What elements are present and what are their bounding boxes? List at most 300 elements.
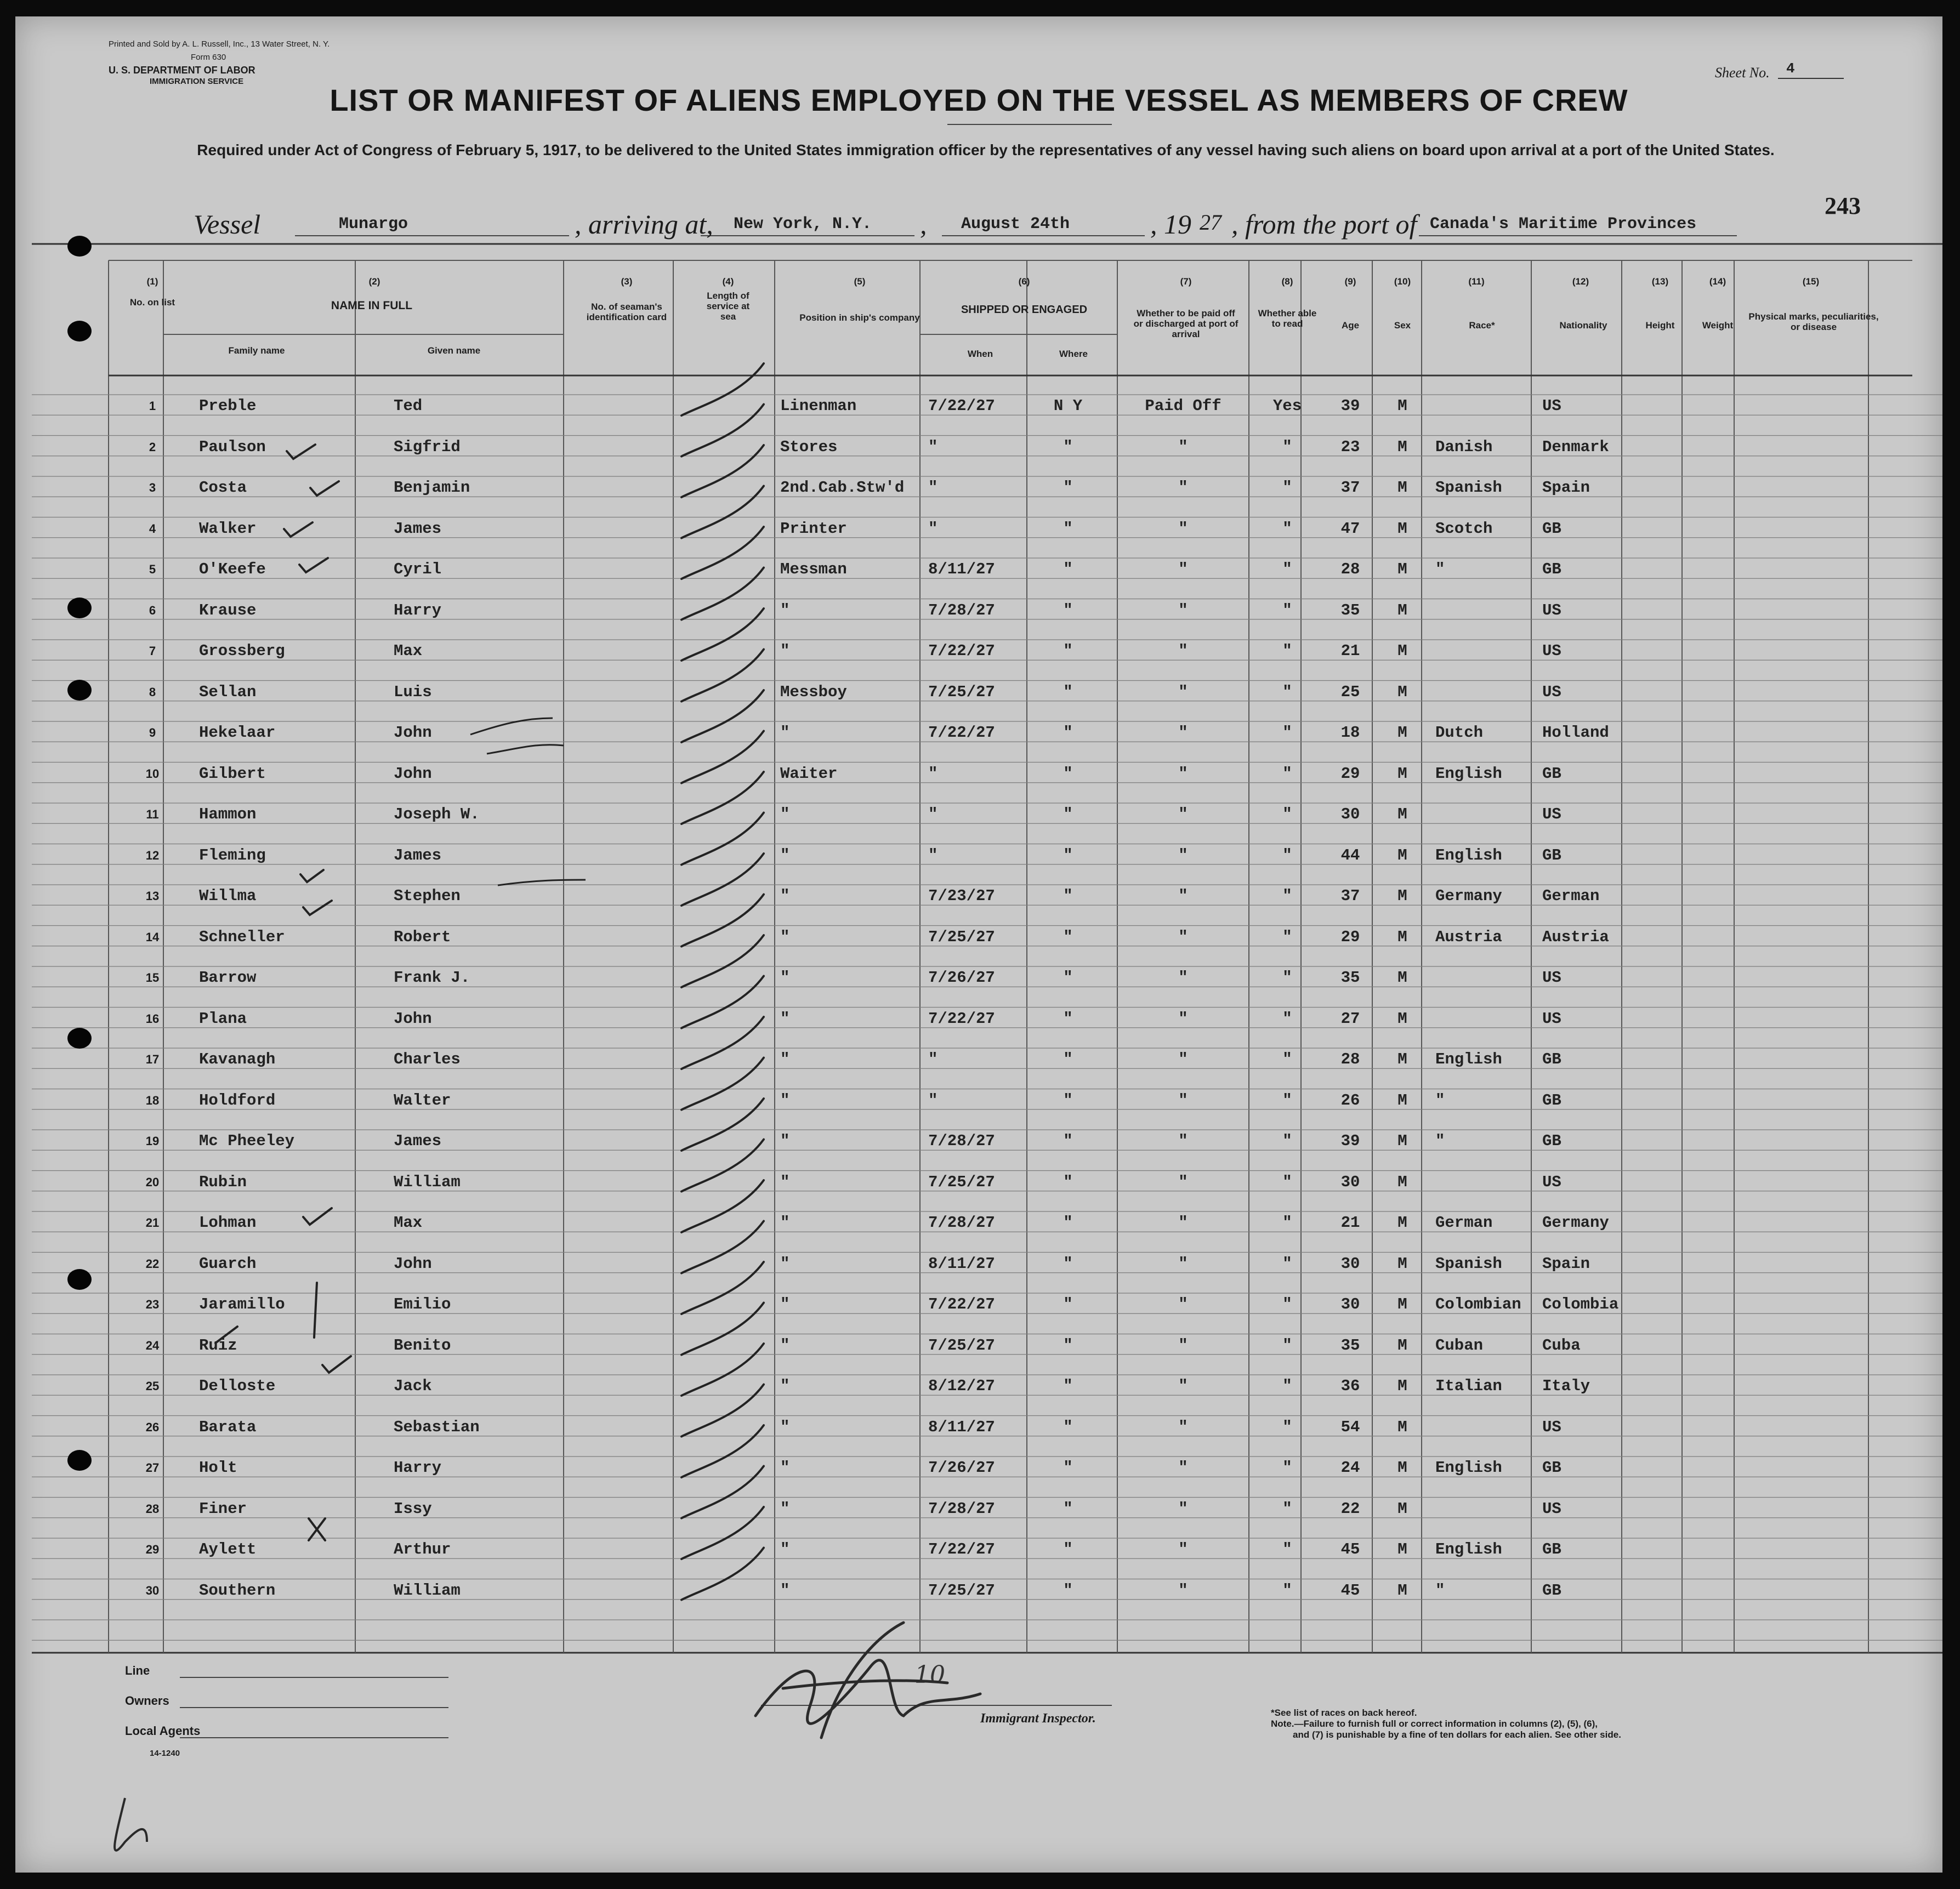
nationality: GB [1542, 1091, 1561, 1109]
service-check-stroke [681, 731, 764, 783]
shipped-when: 7/26/27 [928, 969, 995, 987]
row-number: 28 [145, 1501, 160, 1516]
row-number: 18 [145, 1093, 160, 1107]
given-name: Emilio [394, 1295, 451, 1313]
race: Danish [1435, 437, 1493, 456]
col-physical-marks: Physical marks, peculiarities, or disease [1748, 311, 1879, 332]
given-name: Sigfrid [394, 437, 461, 456]
shipped-where: " [1063, 1581, 1073, 1600]
service-check-stroke [681, 1303, 764, 1355]
family-name: Paulson [199, 437, 266, 456]
position: " [780, 1377, 790, 1395]
race: Austria [1435, 928, 1502, 946]
col-nationality: Nationality [1559, 320, 1607, 331]
sex: M [1397, 928, 1407, 946]
race: English [1435, 1050, 1502, 1068]
position: " [780, 1581, 790, 1600]
sex: M [1397, 1499, 1407, 1518]
sex: M [1397, 642, 1407, 660]
shipped-where: " [1063, 764, 1073, 783]
able-to-read: " [1282, 1459, 1292, 1477]
able-to-read: " [1282, 682, 1292, 701]
printer-note: Printed and Sold by A. L. Russell, Inc., 13 Water Street, N. Y. [109, 39, 330, 49]
paid-off: " [1178, 969, 1188, 987]
sex: M [1397, 1540, 1407, 1558]
given-name: John [394, 1254, 432, 1273]
shipped-when: 7/22/27 [928, 724, 995, 742]
shipped-when: " [928, 1091, 938, 1109]
nationality: US [1542, 1173, 1561, 1191]
nationality: US [1542, 1009, 1561, 1028]
shipped-when: " [928, 764, 938, 783]
family-name: Krause [199, 601, 257, 619]
given-name: Harry [394, 601, 442, 619]
sex: M [1397, 601, 1407, 619]
family-name: Gilbert [199, 764, 266, 783]
shipped-where: " [1063, 1009, 1073, 1028]
from-label: , from the port of [1231, 209, 1417, 240]
paid-off: " [1178, 437, 1188, 456]
service-check-stroke [681, 650, 764, 702]
shipped-when: 7/22/27 [928, 1540, 995, 1558]
shipped-where: " [1063, 1050, 1073, 1068]
sex: M [1397, 805, 1407, 823]
sex: M [1397, 437, 1407, 456]
race: English [1435, 1540, 1502, 1558]
paid-off: " [1178, 1295, 1188, 1313]
nationality: GB [1542, 1540, 1561, 1558]
shipped-when: 7/25/27 [928, 1173, 995, 1191]
shipped-where: " [1063, 1132, 1073, 1150]
race: Cuban [1435, 1336, 1484, 1355]
department-name: U. S. DEPARTMENT OF LABOR [109, 65, 255, 76]
family-name: Hekelaar [199, 724, 276, 742]
shipped-where: " [1063, 1540, 1073, 1558]
row-number: 10 [145, 766, 160, 781]
family-name: Rubin [199, 1173, 247, 1191]
position: Waiter [780, 764, 838, 783]
nationality: GB [1542, 560, 1561, 578]
paid-off: " [1178, 1173, 1188, 1191]
sex: M [1397, 887, 1407, 905]
sex: M [1397, 1214, 1407, 1232]
given-name: Arthur [394, 1540, 451, 1558]
col-position: Position in ship's company [799, 312, 920, 323]
age: 35 [1340, 601, 1360, 619]
service-check-stroke [681, 772, 764, 824]
nationality: US [1542, 1499, 1561, 1518]
shipped-where: " [1063, 1295, 1073, 1313]
age: 45 [1340, 1540, 1360, 1558]
col-age: Age [1341, 320, 1360, 331]
able-to-read: " [1282, 1091, 1292, 1109]
position: " [780, 1254, 790, 1273]
given-name: Joseph W. [394, 805, 480, 823]
sex: M [1397, 764, 1407, 783]
family-name: Plana [199, 1009, 247, 1028]
given-name: Issy [394, 1499, 432, 1518]
family-name: Holdford [199, 1091, 276, 1109]
col15-number: (15) [1802, 276, 1820, 287]
family-name: Holt [199, 1459, 237, 1477]
age: 45 [1340, 1581, 1360, 1600]
paid-off: " [1178, 1214, 1188, 1232]
sex: M [1397, 846, 1407, 864]
given-name: Stephen [394, 887, 461, 905]
age: 30 [1340, 1295, 1360, 1313]
able-to-read: " [1282, 846, 1292, 864]
shipped-where: " [1063, 1418, 1073, 1436]
shipped-when: 7/25/27 [928, 1336, 995, 1355]
able-to-read: " [1282, 1214, 1292, 1232]
race: Scotch [1435, 519, 1493, 538]
nationality: Colombia [1542, 1295, 1619, 1313]
shipped-where: " [1063, 601, 1073, 619]
col3-number: (3) [621, 276, 633, 287]
paid-off: " [1178, 1377, 1188, 1395]
paid-off: " [1178, 1540, 1188, 1558]
shipped-when: " [928, 846, 938, 864]
inspector-label: Immigrant Inspector. [980, 1711, 1096, 1726]
row-number: 16 [145, 1011, 160, 1026]
service-check-stroke [681, 895, 764, 947]
col4-number: (4) [722, 276, 734, 287]
shipped-where: " [1063, 1173, 1073, 1191]
position: " [780, 1499, 790, 1518]
able-to-read: " [1282, 805, 1292, 823]
service-check-stroke [681, 1262, 764, 1314]
footer-line-label: Line [125, 1664, 150, 1677]
col14-number: (14) [1709, 276, 1726, 287]
given-name: Max [394, 1214, 423, 1232]
family-name: Sellan [199, 682, 257, 701]
arrival-date: August 24th [961, 215, 1070, 234]
nationality: Italy [1542, 1377, 1590, 1395]
paid-off: " [1178, 1050, 1188, 1068]
row-number: 26 [145, 1420, 160, 1434]
age: 21 [1340, 1214, 1360, 1232]
age: 18 [1340, 724, 1360, 742]
able-to-read: " [1282, 724, 1292, 742]
shipped-when: " [928, 519, 938, 538]
footer-agents-label: Local Agents [125, 1724, 201, 1738]
col13-number: (13) [1651, 276, 1669, 287]
sex: M [1397, 1050, 1407, 1068]
sheet-label: Sheet No. [1715, 65, 1770, 81]
paid-off: " [1178, 846, 1188, 864]
nationality: Cuba [1542, 1336, 1581, 1355]
shipped-where: " [1063, 437, 1073, 456]
age: 22 [1340, 1499, 1360, 1518]
nationality: GB [1542, 764, 1561, 783]
shipped-where: " [1063, 560, 1073, 578]
position: " [780, 1336, 790, 1355]
nationality: Spain [1542, 479, 1590, 497]
shipped-when: 7/25/27 [928, 682, 995, 701]
position: " [780, 928, 790, 946]
shipped-where: " [1063, 1091, 1073, 1109]
shipped-when: 8/11/27 [928, 1418, 995, 1436]
shipped-when: 7/22/27 [928, 1295, 995, 1313]
position: Messboy [780, 682, 847, 701]
family-name: Aylett [199, 1540, 257, 1558]
row-number: 9 [149, 726, 156, 739]
service-check-stroke [681, 976, 764, 1028]
position: Linenman [780, 397, 857, 415]
family-name: Southern [199, 1581, 276, 1600]
col-no-on-list: No. on list [129, 297, 175, 308]
paid-off: " [1178, 1459, 1188, 1477]
given-name: James [394, 519, 442, 538]
paid-off: " [1178, 887, 1188, 905]
paid-off: " [1178, 682, 1188, 701]
race: Italian [1435, 1377, 1502, 1395]
shipped-when: 7/22/27 [928, 1009, 995, 1028]
row-number: 12 [145, 848, 160, 862]
position: " [780, 887, 790, 905]
family-name: Fleming [199, 846, 266, 864]
binder-hole [67, 1028, 92, 1049]
col12-number: (12) [1572, 276, 1589, 287]
position: " [780, 1295, 790, 1313]
service-check-stroke [681, 486, 764, 538]
shipped-when: " [928, 479, 938, 497]
col-when: When [967, 349, 993, 359]
sex: M [1397, 1336, 1407, 1355]
row-number: 6 [149, 603, 156, 617]
able-to-read: " [1282, 1173, 1292, 1191]
shipped-where: " [1063, 1254, 1073, 1273]
sex: M [1397, 1581, 1407, 1600]
family-name: Willma [199, 887, 257, 905]
col-family-name: Family name [228, 345, 285, 356]
age: 39 [1340, 1132, 1360, 1150]
able-to-read: " [1282, 437, 1292, 456]
shipped-when: 7/25/27 [928, 928, 995, 946]
sex: M [1397, 1091, 1407, 1109]
family-name: Guarch [199, 1254, 257, 1273]
position: " [780, 724, 790, 742]
paid-off: " [1178, 764, 1188, 783]
row-number: 19 [145, 1134, 160, 1148]
shipped-when: 7/26/27 [928, 1459, 995, 1477]
row-number: 22 [145, 1256, 160, 1271]
age: 37 [1340, 479, 1360, 497]
sex: M [1397, 969, 1407, 987]
nationality: Holland [1542, 724, 1609, 742]
position: " [780, 1009, 790, 1028]
given-name: John [394, 1009, 432, 1028]
paid-off: " [1178, 1418, 1188, 1436]
able-to-read: " [1282, 1295, 1292, 1313]
row-number: 25 [145, 1379, 160, 1393]
service-check-stroke [681, 363, 764, 416]
paid-off: Paid Off [1145, 397, 1222, 415]
service-check-stroke [681, 1099, 764, 1151]
shipped-where: " [1063, 519, 1073, 538]
given-name: Charles [394, 1050, 461, 1068]
shipped-when: " [928, 437, 938, 456]
nationality: GB [1542, 846, 1561, 864]
race: Dutch [1435, 724, 1484, 742]
given-name: Sebastian [394, 1418, 480, 1436]
family-name: Hammon [199, 805, 257, 823]
service-name: IMMIGRATION SERVICE [150, 77, 244, 86]
race: " [1435, 1581, 1445, 1600]
shipped-when: 7/25/27 [928, 1581, 995, 1600]
age: 24 [1340, 1459, 1360, 1477]
binder-hole [67, 598, 92, 618]
service-check-stroke [681, 1344, 764, 1396]
service-check-stroke [681, 690, 764, 742]
service-check-stroke [681, 608, 764, 661]
sex: M [1397, 1173, 1407, 1191]
vessel-label: Vessel [194, 209, 261, 240]
able-to-read: " [1282, 887, 1292, 905]
sheet-number: 4 [1786, 60, 1795, 77]
page-subtitle: Required under Act of Congress of February 5, 1917, to be delivered to the United States immigration officer by the representatives of any vessel having such aliens on board upon arrival at a port of the United States. [197, 141, 1775, 158]
nationality: GB [1542, 1581, 1561, 1600]
able-to-read: " [1282, 1336, 1292, 1355]
nationality: US [1542, 601, 1561, 619]
family-name: Barrow [199, 969, 257, 987]
age: 25 [1340, 682, 1360, 701]
row-number: 23 [145, 1298, 160, 1311]
given-name: William [394, 1173, 461, 1191]
service-check-stroke [681, 445, 764, 497]
position: " [780, 1132, 790, 1150]
able-to-read: " [1282, 969, 1292, 987]
race: Spanish [1435, 1254, 1502, 1273]
col-seaman-id: No. of seaman's identification card [586, 301, 667, 322]
inspector-signature [755, 1623, 980, 1738]
row-number: 24 [145, 1338, 160, 1352]
service-check-stroke [681, 405, 764, 457]
position: " [780, 1214, 790, 1232]
able-to-read: " [1282, 1540, 1292, 1558]
shipped-where: " [1063, 642, 1073, 660]
paid-off: " [1178, 1499, 1188, 1518]
age: 26 [1340, 1091, 1360, 1109]
paid-off: " [1178, 1009, 1188, 1028]
sex: M [1397, 1377, 1407, 1395]
nationality: GB [1542, 1132, 1561, 1150]
family-name: Walker [199, 519, 257, 538]
position: Messman [780, 560, 847, 578]
able-to-read: " [1282, 601, 1292, 619]
col-given-name: Given name [427, 345, 481, 356]
row-number: 7 [149, 644, 156, 658]
shipped-when: 7/22/27 [928, 397, 995, 415]
shipped-when: " [928, 805, 938, 823]
age: 29 [1340, 764, 1360, 783]
binder-hole [67, 1269, 92, 1290]
paid-off: " [1178, 642, 1188, 660]
given-name: Luis [394, 682, 432, 701]
col-shipped-engaged: SHIPPED OR ENGAGED [961, 304, 1088, 316]
service-check-stroke [681, 1017, 764, 1069]
family-name: Mc Pheeley [199, 1132, 295, 1150]
age: 28 [1340, 560, 1360, 578]
able-to-read: " [1282, 764, 1292, 783]
paid-off: " [1178, 519, 1188, 538]
shipped-when: 8/11/27 [928, 560, 995, 578]
handwritten-marks [15, 16, 1942, 1873]
departure-port: Canada's Maritime Provinces [1430, 215, 1697, 234]
shipped-where: " [1063, 1336, 1073, 1355]
shipped-when: 7/28/27 [928, 1214, 995, 1232]
shipped-where: " [1063, 1499, 1073, 1518]
footer-form-code: 14-1240 [150, 1749, 180, 1758]
row-number: 15 [145, 971, 160, 985]
sex: M [1397, 560, 1407, 578]
nationality: Germany [1542, 1214, 1609, 1232]
race: Colombian [1435, 1295, 1521, 1313]
given-name: Cyril [394, 560, 442, 578]
shipped-where: " [1063, 682, 1073, 701]
family-name: Barata [199, 1418, 257, 1436]
arrival-port: New York, N.Y. [734, 215, 872, 234]
nationality: GB [1542, 519, 1561, 538]
able-to-read: " [1282, 928, 1292, 946]
shipped-when: 7/28/27 [928, 601, 995, 619]
family-name: Jaramillo [199, 1295, 285, 1313]
nationality: GB [1542, 1050, 1561, 1068]
age: 39 [1340, 397, 1360, 415]
race: " [1435, 1132, 1445, 1150]
col-height: Height [1645, 320, 1675, 331]
handwritten-count: 10 [914, 1661, 945, 1689]
nationality: US [1542, 397, 1561, 415]
position: Printer [780, 519, 847, 538]
nationality: Spain [1542, 1254, 1590, 1273]
col7-number: (7) [1180, 276, 1192, 287]
given-name: Robert [394, 928, 451, 946]
binder-hole [67, 1450, 92, 1471]
given-name: William [394, 1581, 461, 1600]
age: 30 [1340, 805, 1360, 823]
able-to-read: " [1282, 1009, 1292, 1028]
age: 35 [1340, 969, 1360, 987]
row-number: 29 [145, 1543, 160, 1556]
binder-hole [67, 236, 92, 257]
row-number: 17 [145, 1052, 160, 1066]
service-check-stroke [681, 568, 764, 620]
row-number: 1 [149, 399, 156, 413]
able-to-read: " [1282, 1132, 1292, 1150]
shipped-where: " [1063, 928, 1073, 946]
shipped-when: " [928, 1050, 938, 1068]
shipped-when: 7/28/27 [928, 1499, 995, 1518]
sex: M [1397, 1295, 1407, 1313]
paid-off: " [1178, 1336, 1188, 1355]
family-name: Lohman [199, 1214, 257, 1232]
binder-hole [67, 680, 92, 701]
sex: M [1397, 1459, 1407, 1477]
shipped-when: 7/28/27 [928, 1132, 995, 1150]
given-name: Ted [394, 397, 423, 415]
sex: M [1397, 397, 1407, 415]
able-to-read: " [1282, 1050, 1292, 1068]
page-number: 243 [1825, 192, 1861, 219]
service-check-stroke [681, 935, 764, 987]
row-number: 14 [145, 930, 160, 944]
col-name-in-full: NAME IN FULL [331, 299, 413, 312]
given-name: Benjamin [394, 479, 470, 497]
vessel-name: Munargo [339, 215, 408, 234]
family-name: O'Keefe [199, 560, 266, 578]
race: " [1435, 1091, 1445, 1109]
